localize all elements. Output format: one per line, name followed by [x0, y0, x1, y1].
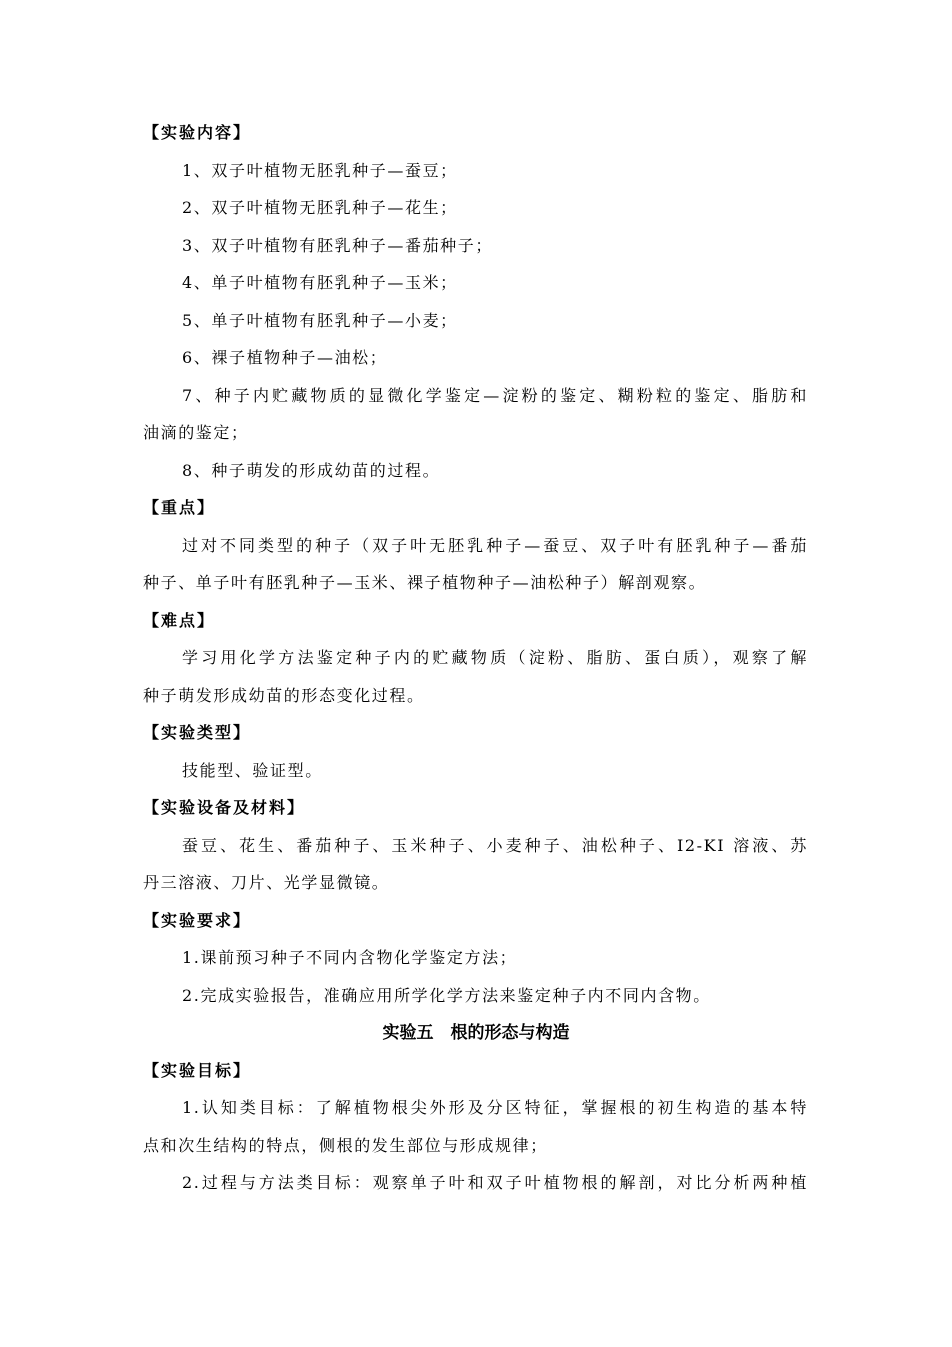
- equipment-heading: 【实验设备及材料】: [143, 798, 306, 817]
- content-item-8: 8、种子萌发的形成幼苗的过程。: [182, 461, 441, 480]
- content-item-4: 4、单子叶植物有胚乳种子—玉米；: [182, 273, 458, 292]
- objectives-line-2: 点和次生结构的特点，侧根的发生部位与形成规律；: [143, 1136, 548, 1155]
- equipment-line-2: 丹三溶液、刀片、光学显微镜。: [143, 873, 390, 892]
- content-heading: 【实验内容】: [143, 123, 252, 142]
- content-item-6: 6、裸子植物种子—油松；: [182, 348, 388, 367]
- difficulties-heading: 【难点】: [143, 611, 216, 630]
- objectives-line-1: 1.认知类目标：了解植物根尖外形及分区特征，掌握根的初生构造的基本特: [182, 1098, 808, 1117]
- experiment-type-heading: 【实验类型】: [143, 723, 252, 742]
- key-points-line-1: 过对不同类型的种子（双子叶无胚乳种子—蚕豆、双子叶有胚乳种子—番茄: [182, 536, 808, 555]
- difficulties-line-1: 学习用化学方法鉴定种子内的贮藏物质（淀粉、脂肪、蛋白质），观察了解: [182, 648, 808, 667]
- requirements-line-2: 2.完成实验报告，准确应用所学化学方法来鉴定种子内不同内含物。: [182, 986, 711, 1005]
- objectives-heading: 【实验目标】: [143, 1061, 252, 1080]
- objectives-line-3: 2.过程与方法类目标：观察单子叶和双子叶植物根的解剖，对比分析两种植: [182, 1173, 808, 1192]
- content-item-3: 3、双子叶植物有胚乳种子—番茄种子；: [182, 236, 493, 255]
- content-item-1: 1、双子叶植物无胚乳种子—蚕豆；: [182, 161, 458, 180]
- requirements-heading: 【实验要求】: [143, 911, 252, 930]
- content-item-2: 2、双子叶植物无胚乳种子—花生；: [182, 198, 458, 217]
- key-points-heading: 【重点】: [143, 498, 216, 517]
- experiment-5-title: 实验五 根的形态与构造: [382, 1023, 570, 1043]
- experiment-type-line: 技能型、验证型。: [182, 761, 323, 780]
- content-item-7: 7、种子内贮藏物质的显微化学鉴定—淀粉的鉴定、糊粉粒的鉴定、脂肪和: [182, 386, 808, 405]
- requirements-line-1: 1.课前预习种子不同内含物化学鉴定方法；: [182, 948, 518, 967]
- difficulties-line-2: 种子萌发形成幼苗的形态变化过程。: [143, 686, 425, 705]
- equipment-line-1: 蚕豆、花生、番茄种子、玉米种子、小麦种子、油松种子、I2-KI 溶液、苏: [182, 836, 808, 855]
- content-item-7-continued: 油滴的鉴定；: [143, 423, 249, 442]
- content-item-5: 5、单子叶植物有胚乳种子—小麦；: [182, 311, 458, 330]
- key-points-line-2: 种子、单子叶有胚乳种子—玉米、裸子植物种子—油松种子）解剖观察。: [143, 573, 707, 592]
